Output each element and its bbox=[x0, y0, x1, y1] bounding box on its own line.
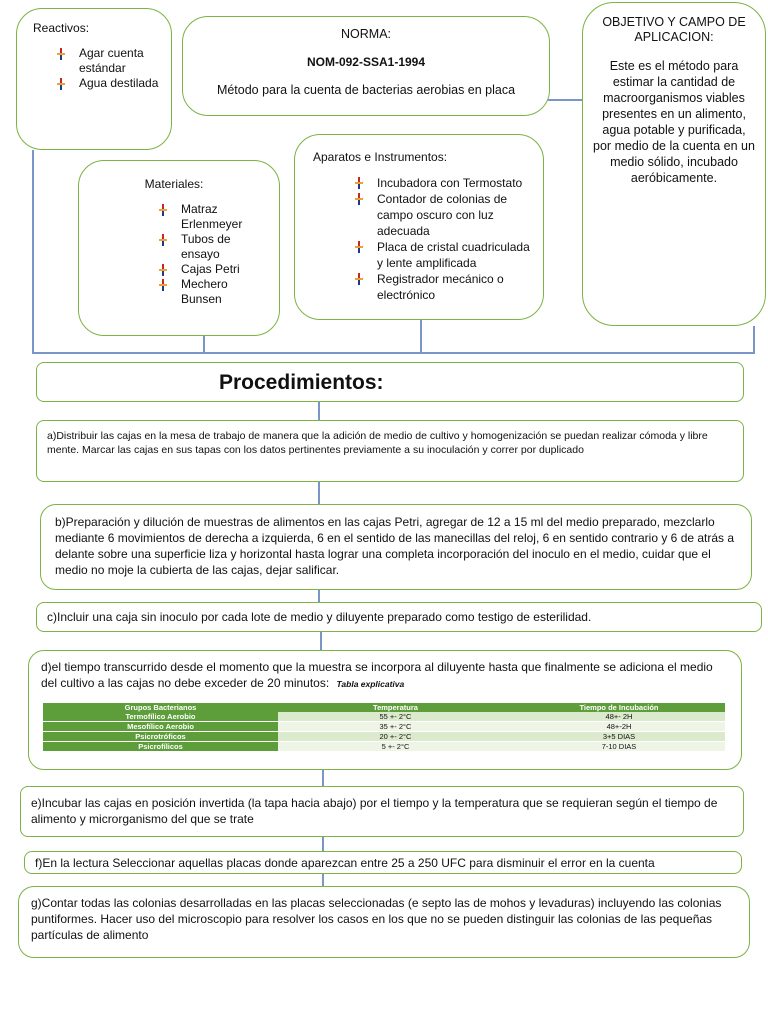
aparatos-list bbox=[353, 175, 533, 303]
connector-line bbox=[420, 320, 422, 353]
table-cell: 48+- 2H bbox=[513, 712, 725, 722]
list-item: Agar cuenta estándar bbox=[55, 46, 161, 76]
materiales-title: Materiales: bbox=[144, 177, 204, 191]
aparatos-title: Aparatos e Instrumentos: bbox=[313, 150, 448, 164]
pushpin-bullet-icon bbox=[157, 234, 169, 246]
table-header: Temperatura bbox=[278, 703, 513, 712]
connector-line bbox=[320, 632, 322, 650]
page-title: Procedimientos: bbox=[219, 371, 384, 394]
step-g bbox=[18, 886, 750, 958]
step-a bbox=[36, 420, 744, 482]
pushpin-bullet-icon bbox=[157, 204, 169, 216]
step-text: f)En la lectura Seleccionar aquellas placas donde aparezcan entre 25 a 250 UFC para disminuir el error en la cuenta bbox=[35, 856, 655, 870]
table-cell: Termofílico Aerobio bbox=[43, 712, 278, 722]
table-cell: Mesofílico Aerobio bbox=[43, 722, 278, 732]
table-row bbox=[43, 742, 725, 752]
list-item: Contador de colonias de campo oscuro con luz adecuada bbox=[353, 191, 533, 239]
table-header: Tiempo de Incubación bbox=[513, 703, 725, 712]
list-item: Incubadora con Termostato bbox=[353, 175, 533, 191]
connector-line bbox=[203, 336, 205, 353]
table-cell: 35 +- 2°C bbox=[278, 722, 513, 732]
step-text: e)Incubar las cajas en posición invertida (la tapa hacia abajo) por el tiempo y la temperatura que se requieran según el tiempo de alimento y microrganismo del que se trate bbox=[31, 796, 718, 826]
list-item: Registrador mecánico o electrónico bbox=[353, 271, 533, 303]
pushpin-bullet-icon bbox=[55, 48, 67, 60]
connector-line bbox=[322, 837, 324, 851]
list-item: Agua destilada bbox=[55, 76, 161, 91]
step-e bbox=[20, 786, 744, 837]
connector-line bbox=[318, 482, 320, 504]
norma-method: Método para la cuenta de bacterias aerobias en placa bbox=[216, 83, 516, 97]
table-cell: 20 +- 2°C bbox=[278, 732, 513, 742]
connector-line bbox=[32, 150, 34, 354]
table-row bbox=[43, 732, 725, 742]
materiales-box bbox=[78, 160, 280, 336]
connector-line bbox=[32, 352, 754, 354]
objetivo-text: Este es el método para estimar la cantidad de macroorganismos viables presentes en un alimento, agua potable y purificada, por medio de la cuenta en un medio sólido, incubado aeróbicamente. bbox=[593, 59, 755, 185]
step-text: b)Preparación y dilución de muestras de alimentos en las cajas Petri, agregar de 12 a 15 ml del medio preparado, mezclarlo mediante 6 movimientos de derecha a izquierda, 6 en el sentido de las manecillas del reloj, 6 en sentido contrario y 6 de atrás a delante sobre una superficie liza y horizontal hasta lograr una completa incorporación del inoculo en el medio, cuidar que el medio no moje la cubierta de las cajas, dejar salificar. bbox=[55, 515, 735, 577]
table-cell: 3+5 DIAS bbox=[513, 732, 725, 742]
table-cell: Psicrofílicos bbox=[43, 742, 278, 752]
table-caption: Tabla explicativa bbox=[336, 679, 405, 689]
pushpin-bullet-icon bbox=[353, 241, 365, 253]
list-item: Mechero Bunsen bbox=[157, 277, 269, 307]
connector-line bbox=[318, 402, 320, 420]
step-b bbox=[40, 504, 752, 590]
connector-line bbox=[753, 326, 755, 354]
step-text: d)el tiempo transcurrido desde el momento que la muestra se incorpora al diluyente hasta que finalmente se adiciona el medio del cultivo a las cajas no debe exceder de 20 minutos: bbox=[41, 660, 713, 690]
list-item: Cajas Petri bbox=[157, 262, 269, 277]
table-cell: 55 +- 2°C bbox=[278, 712, 513, 722]
procedimientos-header bbox=[36, 362, 744, 402]
tabla-explicativa bbox=[43, 703, 725, 752]
step-text: g)Contar todas las colonias desarrolladas en las placas seleccionadas (e septo las de mohos y levaduras) incluyendo las colonias puntiformes. Hacer uso del microscopio para resolver los casos en los que no se pueden distinguir las colonias de las pequeñas partículas de alimento bbox=[31, 896, 722, 942]
objetivo-title: OBJETIVO Y CAMPO DE APLICACION: bbox=[602, 15, 746, 44]
pushpin-bullet-icon bbox=[55, 78, 67, 90]
list-item: Placa de cristal cuadriculada y lente amplificada bbox=[353, 239, 533, 271]
aparatos-box bbox=[294, 134, 544, 320]
reactivos-list bbox=[55, 46, 161, 91]
table-cell: 7-10 DIAS bbox=[513, 742, 725, 752]
table-header: Grupos Bacterianos bbox=[43, 703, 278, 712]
norma-label: NORMA: bbox=[341, 27, 391, 41]
list-item: Tubos de ensayo bbox=[157, 232, 269, 262]
step-c bbox=[36, 602, 762, 632]
connector-line bbox=[548, 99, 584, 101]
step-text: c)Incluir una caja sin inoculo por cada lote de medio y diluyente preparado como testigo de esterilidad. bbox=[47, 610, 592, 624]
norma-box bbox=[182, 16, 550, 116]
objetivo-box bbox=[582, 2, 766, 326]
reactivos-title: Reactivos: bbox=[33, 21, 90, 35]
pushpin-bullet-icon bbox=[157, 264, 169, 276]
norma-code: NOM-092-SSA1-1994 bbox=[306, 55, 426, 69]
connector-line bbox=[318, 590, 320, 602]
connector-line bbox=[322, 874, 324, 886]
table-row bbox=[43, 722, 725, 732]
table-cell: 48+-2H bbox=[513, 722, 725, 732]
connector-line bbox=[322, 770, 324, 786]
pushpin-bullet-icon bbox=[353, 273, 365, 285]
table-cell: Psicrotróficos bbox=[43, 732, 278, 742]
step-f bbox=[24, 851, 742, 874]
pushpin-bullet-icon bbox=[157, 279, 169, 291]
materiales-list bbox=[157, 202, 269, 307]
pushpin-bullet-icon bbox=[353, 193, 365, 205]
step-text: a)Distribuir las cajas en la mesa de trabajo de manera que la adición de medio de cultivo y homogenización se puedan realizar cómoda y libre mente. Marcar las cajas en sus tapas con los datos pertinentes previamente a su inoculación y correr por duplicado bbox=[47, 430, 708, 456]
list-item: Matraz Erlenmeyer bbox=[157, 202, 269, 232]
pushpin-bullet-icon bbox=[353, 177, 365, 189]
reactivos-box bbox=[16, 8, 172, 150]
table-cell: 5 +- 2°C bbox=[278, 742, 513, 752]
table-row bbox=[43, 712, 725, 722]
